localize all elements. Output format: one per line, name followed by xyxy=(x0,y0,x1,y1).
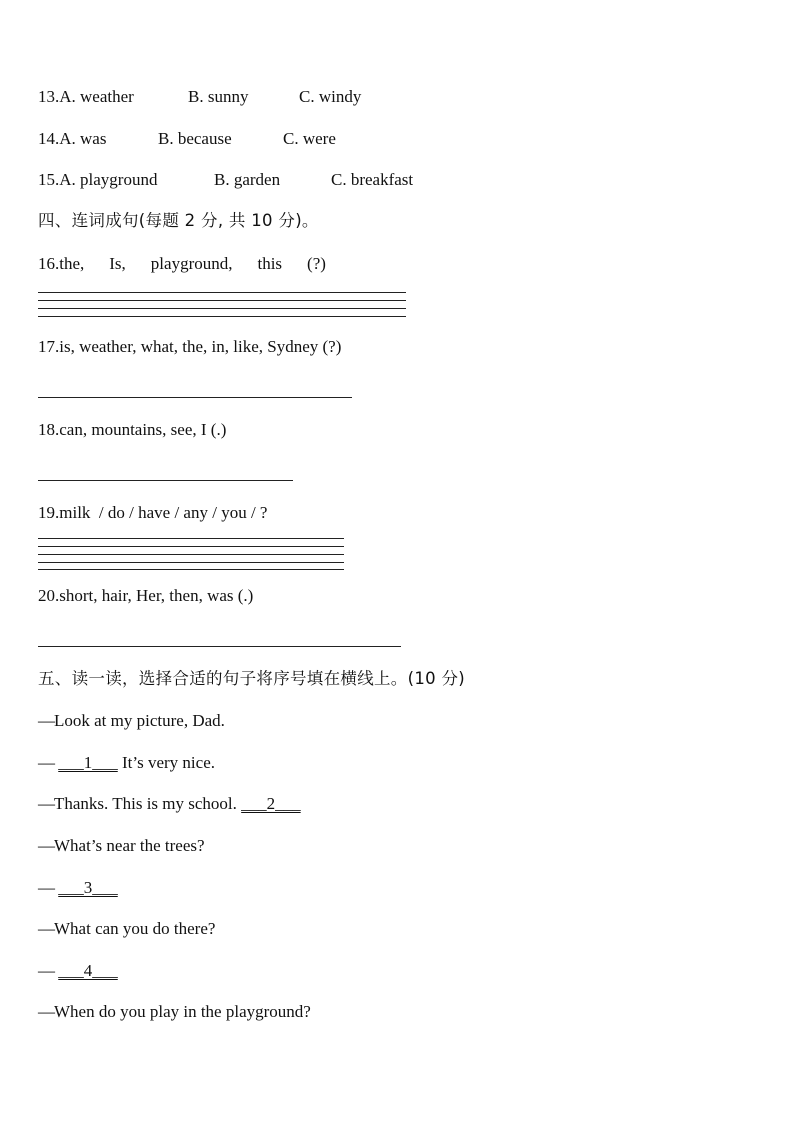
answer-line[interactable] xyxy=(38,562,344,563)
answer-line[interactable] xyxy=(38,538,344,539)
question-number: 13. xyxy=(38,87,60,106)
question-17 xyxy=(38,337,341,357)
question-16 xyxy=(38,254,326,274)
dialogue-line xyxy=(38,836,205,856)
question-text: milk / do / have / any / you / ? xyxy=(59,503,268,522)
option-b: B. garden xyxy=(214,170,281,189)
dialogue-text: Thanks. This is my school. xyxy=(54,794,242,813)
question-text: is, weather, what, the, in, like, Sydney (?) xyxy=(59,337,342,356)
option-b: B. because xyxy=(158,129,232,148)
dialogue-text: What can you do there? xyxy=(54,919,216,938)
dialogue-text: When do you play in the playground? xyxy=(54,1002,311,1021)
dialogue-dash: — xyxy=(38,711,54,730)
option-c: C. were xyxy=(283,129,336,148)
dialogue-line xyxy=(38,794,301,814)
answer-line[interactable] xyxy=(38,292,406,293)
answer-line[interactable] xyxy=(38,480,293,481)
answer-line[interactable] xyxy=(38,546,344,547)
answer-line[interactable] xyxy=(38,646,401,647)
option-c: C. breakfast xyxy=(331,170,414,189)
question-18 xyxy=(38,420,226,440)
option-row-15 xyxy=(38,170,414,190)
question-number: 20. xyxy=(38,586,60,605)
option-row-13 xyxy=(38,87,362,107)
question-text: short, hair, Her, then, was (.) xyxy=(59,586,254,605)
option-a: A. was xyxy=(59,129,107,148)
question-number: 18. xyxy=(38,420,60,439)
question-number: 16. xyxy=(38,254,60,273)
dialogue-text: It’s very nice. xyxy=(117,753,215,772)
dialogue-dash: — xyxy=(38,1002,54,1021)
dialogue-line xyxy=(38,961,118,981)
answer-blank-4[interactable]: ___4___ xyxy=(58,961,118,980)
dialogue-line xyxy=(38,878,118,898)
dialogue-line xyxy=(38,711,225,731)
dialogue-dash: — xyxy=(38,753,54,772)
dialogue-text: What’s near the trees? xyxy=(54,836,205,855)
answer-line[interactable] xyxy=(38,308,406,309)
answer-blank-1[interactable]: ___1___ xyxy=(58,753,118,772)
question-number: 19. xyxy=(38,503,60,522)
answer-line[interactable] xyxy=(38,554,344,555)
question-text: can, mountains, see, I (.) xyxy=(59,420,227,439)
answer-line[interactable] xyxy=(38,300,406,301)
dialogue-line xyxy=(38,919,215,939)
answer-line[interactable] xyxy=(38,569,344,570)
answer-blank-2[interactable]: ___2___ xyxy=(241,794,301,813)
question-text: the, Is, playground, this (?) xyxy=(59,254,326,273)
dialogue-line xyxy=(38,1002,311,1022)
option-a: A. playground xyxy=(59,170,158,189)
section-5-heading: 五、读一读，选择合适的句子将序号填在横线上。(10 分) xyxy=(38,669,466,688)
section-4-heading: 四、连词成句(每题 2 分, 共 10 分)。 xyxy=(38,211,319,230)
dialogue-dash: — xyxy=(38,794,54,813)
option-row-14 xyxy=(38,129,336,149)
question-number: 14. xyxy=(38,129,60,148)
question-number: 17. xyxy=(38,337,60,356)
option-b: B. sunny xyxy=(188,87,249,106)
dialogue-text: Look at my picture, Dad. xyxy=(54,711,225,730)
option-c: C. windy xyxy=(299,87,362,106)
dialogue-dash: — xyxy=(38,836,54,855)
answer-line[interactable] xyxy=(38,316,406,317)
answer-line[interactable] xyxy=(38,397,352,398)
question-number: 15. xyxy=(38,170,60,189)
dialogue-line xyxy=(38,753,215,773)
question-20 xyxy=(38,586,253,606)
dialogue-dash: — xyxy=(38,878,54,897)
answer-blank-3[interactable]: ___3___ xyxy=(58,878,118,897)
question-19 xyxy=(38,503,267,523)
dialogue-dash: — xyxy=(38,919,54,938)
option-a: A. weather xyxy=(59,87,134,106)
dialogue-dash: — xyxy=(38,961,54,980)
